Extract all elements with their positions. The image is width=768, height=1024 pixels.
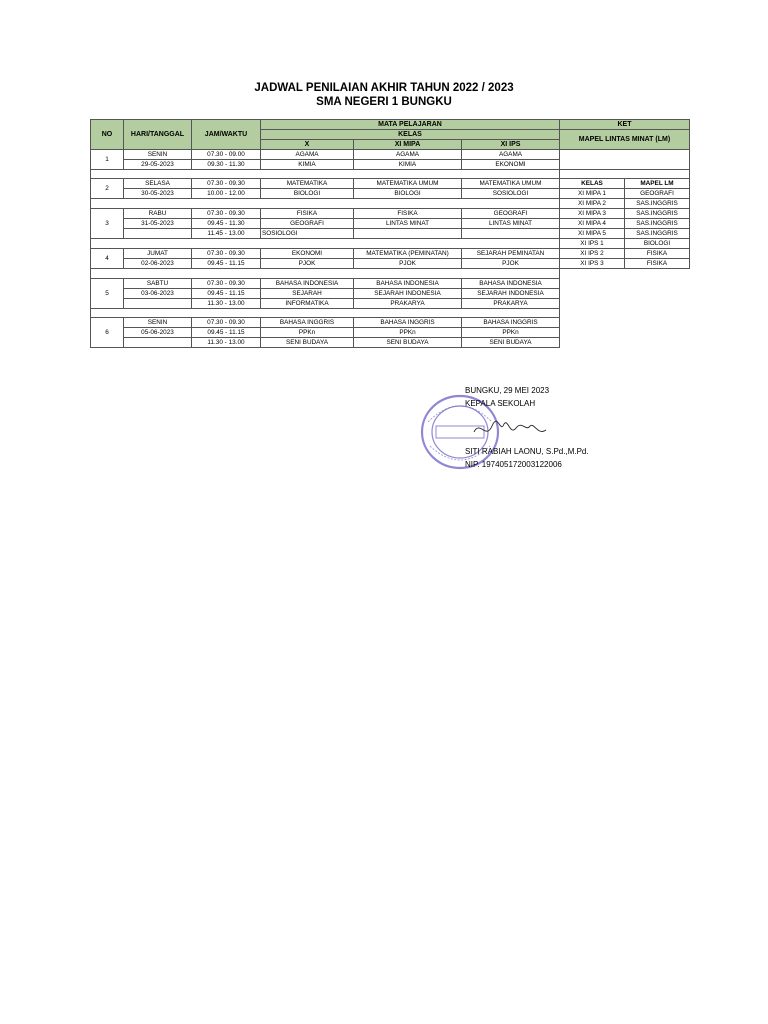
subject-ips: SEJARAH PEMINATAN	[462, 249, 560, 259]
time-cell: 09.45 - 11.30	[192, 219, 261, 229]
table-row	[91, 288, 690, 298]
subject-x: MATEMATIKA	[261, 179, 354, 189]
col-no: NO	[91, 120, 124, 150]
subject-ips: BAHASA INGGRIS	[462, 317, 560, 327]
subject-x: FISIKA	[261, 209, 354, 219]
signature-place-date: BUNGKU, 29 MEI 2023	[465, 386, 550, 395]
subject-mipa: AGAMA	[354, 150, 462, 160]
day-date: 05-06-2023	[124, 327, 192, 337]
subject-mipa: MATEMATIKA (PEMINATAN)	[354, 249, 462, 259]
subject-ips: GEOGRAFI	[462, 209, 560, 219]
time-cell: 11.30 - 13.00	[192, 337, 261, 347]
subject-ips: PRAKARYA	[462, 298, 560, 308]
day-number: 1	[91, 150, 124, 170]
time-cell: 07.30 - 09.30	[192, 249, 261, 259]
document-title: JADWAL PENILAIAN AKHIR TAHUN 2022 / 2023	[254, 82, 514, 94]
subject-mipa: SENI BUDAYA	[354, 337, 462, 347]
subject-ips: MATEMATIKA UMUM	[462, 179, 560, 189]
subject-mipa: BAHASA INGGRIS	[354, 317, 462, 327]
subject-ips: AGAMA	[462, 150, 560, 160]
table-row	[91, 179, 690, 189]
subject-x: BAHASA INDONESIA	[261, 278, 354, 288]
blank-cell	[560, 288, 690, 298]
table-row	[91, 219, 690, 229]
table-row	[91, 229, 690, 239]
signature-nip: NIP. 197405172003122006	[465, 460, 562, 469]
day-number: 6	[91, 317, 124, 347]
time-cell: 10.00 - 12.00	[192, 189, 261, 199]
lm-class: XI MIPA 2	[560, 199, 625, 209]
blank-cell	[560, 298, 690, 308]
lm-subject: FISIKA	[625, 249, 690, 259]
time-cell: 09.45 - 11.15	[192, 288, 261, 298]
lm-class: XI IPS 2	[560, 249, 625, 259]
subject-x: INFORMATIKA	[261, 298, 354, 308]
lm-header-class: KELAS	[560, 179, 625, 189]
day-number: 2	[91, 179, 124, 199]
lm-subject: SAS.INGGRIS	[625, 199, 690, 209]
col-class-xi-ips: XI IPS	[462, 140, 560, 150]
day-date-empty	[124, 298, 192, 308]
day-name: SELASA	[124, 179, 192, 189]
day-name: SENIN	[124, 150, 192, 160]
time-cell: 09.30 - 11.30	[192, 160, 261, 170]
row-gap	[91, 239, 560, 249]
day-name: RABU	[124, 209, 192, 219]
lm-class: XI MIPA 5	[560, 229, 625, 239]
subject-mipa: FISIKA	[354, 209, 462, 219]
lm-subject: BIOLOGI	[625, 239, 690, 249]
lm-class: XI IPS 3	[560, 259, 625, 269]
day-date: 30-05-2023	[124, 189, 192, 199]
table-row	[91, 209, 690, 219]
subject-x: BIOLOGI	[261, 189, 354, 199]
day-date: 02-06-2023	[124, 259, 192, 269]
subject-mipa: BIOLOGI	[354, 189, 462, 199]
subject-x: PJOK	[261, 259, 354, 269]
col-lintas-minat: MAPEL LINTAS MINAT (LM)	[560, 130, 690, 150]
subject-mipa: PRAKARYA	[354, 298, 462, 308]
subject-mipa: KIMIA	[354, 160, 462, 170]
table-row	[91, 327, 690, 337]
lm-subject: SAS.INGGRIS	[625, 229, 690, 239]
time-cell: 07.30 - 09.30	[192, 278, 261, 288]
day-name: JUMAT	[124, 249, 192, 259]
subject-mipa	[354, 229, 462, 239]
lm-class: XI MIPA 3	[560, 209, 625, 219]
subject-ips: BAHASA INDONESIA	[462, 278, 560, 288]
time-cell: 07.30 - 09.30	[192, 317, 261, 327]
subject-x: GEOGRAFI	[261, 219, 354, 229]
blank-cell	[560, 278, 690, 288]
subject-x: SOSIOLOGI	[261, 229, 354, 239]
subject-mipa: PPKn	[354, 327, 462, 337]
blank-cell	[560, 327, 690, 337]
subject-x: SEJARAH	[261, 288, 354, 298]
row-gap	[91, 170, 560, 179]
subject-x: AGAMA	[261, 150, 354, 160]
row-gap	[560, 170, 690, 179]
col-class-x: X	[261, 140, 354, 150]
subject-ips: PJOK	[462, 259, 560, 269]
subject-x: PPKn	[261, 327, 354, 337]
lm-subject: SAS.INGGRIS	[625, 219, 690, 229]
time-cell: 11.30 - 13.00	[192, 298, 261, 308]
row-gap	[91, 269, 560, 279]
subject-ips: SENI BUDAYA	[462, 337, 560, 347]
lm-subject: FISIKA	[625, 259, 690, 269]
subject-mipa: SEJARAH INDONESIA	[354, 288, 462, 298]
col-class: KELAS	[261, 130, 560, 140]
row-gap	[91, 199, 560, 209]
signature-name: SITI RABIAH LAONU, S.Pd.,M.Pd.	[465, 447, 589, 456]
signature-role: KEPALA SEKOLAH	[465, 399, 536, 408]
col-ket: KET	[560, 120, 690, 130]
time-cell: 07.30 - 09.30	[192, 209, 261, 219]
col-time: JAM/WAKTU	[192, 120, 261, 150]
subject-ips: SEJARAH INDONESIA	[462, 288, 560, 298]
subject-mipa: PJOK	[354, 259, 462, 269]
subject-x: EKONOMI	[261, 249, 354, 259]
table-row	[91, 259, 690, 269]
time-cell: 09.45 - 11.15	[192, 259, 261, 269]
lm-subject: SAS.INGGRIS	[625, 209, 690, 219]
exam-schedule-table	[90, 119, 690, 348]
time-cell: 07.30 - 09.30	[192, 179, 261, 189]
table-row	[91, 317, 690, 327]
table-row	[91, 337, 690, 347]
lm-subject: GEOGRAFI	[625, 189, 690, 199]
time-cell: 09.45 - 11.15	[192, 327, 261, 337]
subject-mipa: LINTAS MINAT	[354, 219, 462, 229]
subject-x: SENI BUDAYA	[261, 337, 354, 347]
day-number: 3	[91, 209, 124, 239]
day-number: 4	[91, 249, 124, 269]
subject-mipa: BAHASA INDONESIA	[354, 278, 462, 288]
day-number: 5	[91, 278, 124, 308]
school-name: SMA NEGERI 1 BUNGKU	[316, 96, 452, 108]
subject-ips	[462, 229, 560, 239]
blank-cell	[560, 308, 690, 317]
day-date-empty	[124, 337, 192, 347]
lm-header-subject: MAPEL LM	[625, 179, 690, 189]
row-gap	[91, 308, 560, 317]
table-row	[91, 298, 690, 308]
lm-class: XI MIPA 4	[560, 219, 625, 229]
day-date: 03-06-2023	[124, 288, 192, 298]
subject-ips: LINTAS MINAT	[462, 219, 560, 229]
day-date: 29-05-2023	[124, 160, 192, 170]
subject-ips: EKONOMI	[462, 160, 560, 170]
lm-class: XI IPS 1	[560, 239, 625, 249]
time-cell: 11.45 - 13.00	[192, 229, 261, 239]
blank-cell	[560, 317, 690, 327]
time-cell: 07.30 - 09.00	[192, 150, 261, 160]
table-row	[91, 150, 690, 160]
subject-ips: SOSIOLOGI	[462, 189, 560, 199]
table-row	[91, 278, 690, 288]
subject-x: KIMIA	[261, 160, 354, 170]
subject-ips: PPKn	[462, 327, 560, 337]
table-row	[91, 249, 690, 259]
table-row	[91, 189, 690, 199]
signature-icon	[470, 414, 550, 444]
col-subject: MATA PELAJARAN	[261, 120, 560, 130]
day-name: SABTU	[124, 278, 192, 288]
day-date-empty	[124, 229, 192, 239]
col-day-date: HARI/TANGGAL	[124, 120, 192, 150]
subject-x: BAHASA INGGRIS	[261, 317, 354, 327]
day-date: 31-05-2023	[124, 219, 192, 229]
subject-mipa: MATEMATIKA UMUM	[354, 179, 462, 189]
day-name: SENIN	[124, 317, 192, 327]
blank-cell	[560, 269, 690, 279]
ket-empty	[560, 150, 690, 170]
lm-class: XI MIPA 1	[560, 189, 625, 199]
blank-cell	[560, 337, 690, 347]
col-class-xi-mipa: XI MIPA	[354, 140, 462, 150]
